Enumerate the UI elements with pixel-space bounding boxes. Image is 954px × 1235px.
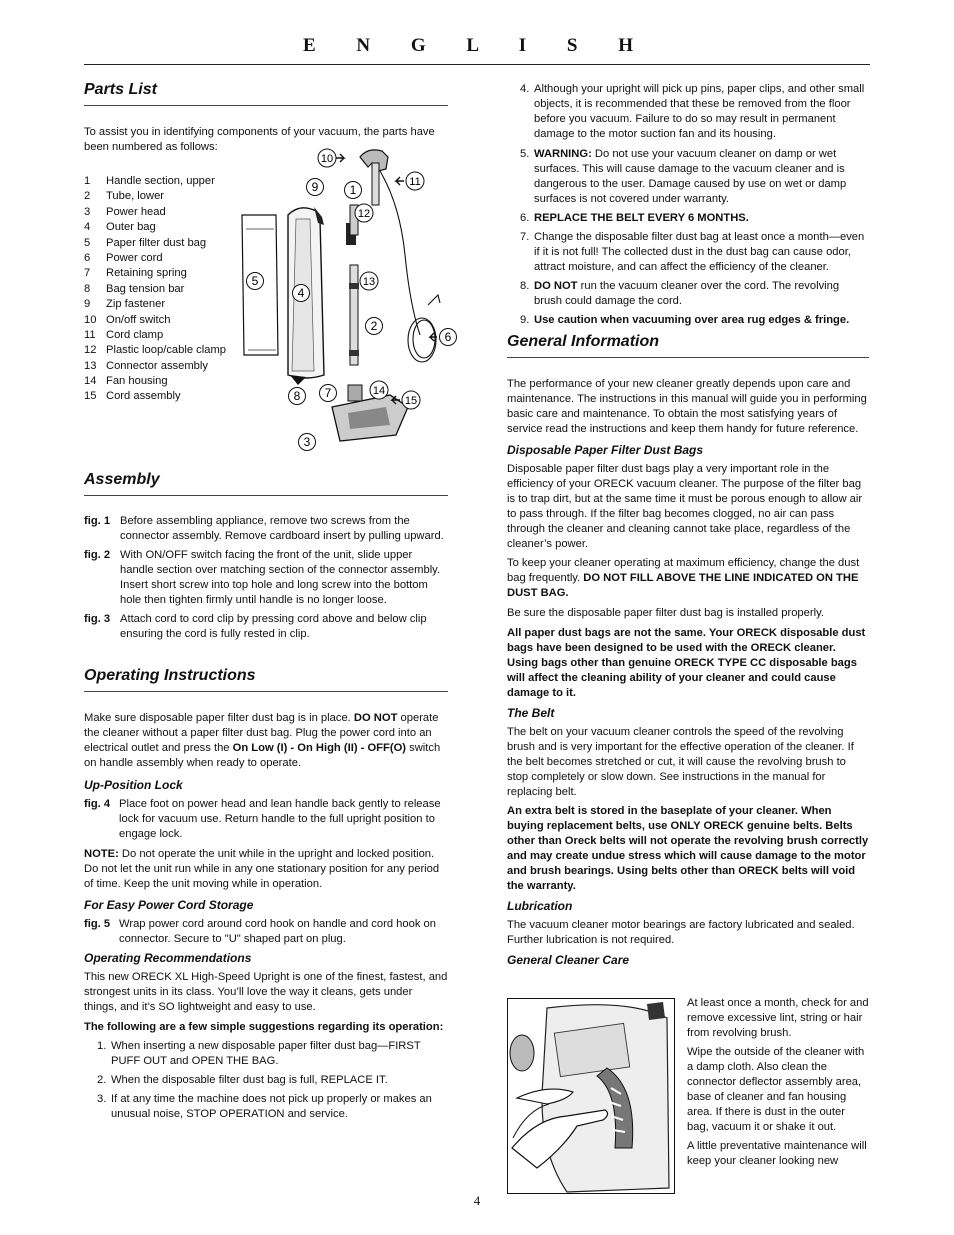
parts-list-item (84, 205, 244, 220)
part-number: 7 (84, 267, 91, 280)
power-cord-drawing (380, 171, 440, 362)
parts-list-item (84, 313, 244, 328)
fig-label: fig. 2 (84, 549, 111, 561)
parts-list (84, 174, 244, 405)
dust-bags-p1: Disposable paper filter dust bags play a very important role in the efficiency of your ORECK vacuum cleaner. The purpose of the filter bag is to trap dirt, but at the same time it must be porous enough to allow air to pass through. If the filter bag becomes clogged, no air can pass through the cleaner and cleaning cannot take place, regardless of the cleaner’s power. (507, 463, 863, 550)
belt-heading: The Belt (507, 706, 555, 720)
parts-list-item (84, 251, 244, 266)
lubrication-p: The vacuum cleaner motor bearings are factory lubricated and sealed. Further lubrication is not required. (507, 919, 855, 946)
recommendations-intro: This new ORECK XL High-Speed Upright is one of the finest, fastest, and strongest units in its class. You’ll love the way it cleans, gets under things, and it’s SO lightweight and easy to use. (84, 971, 448, 1013)
callout-number: 12 (357, 208, 371, 220)
fig-5: fig. 5 Wrap power cord around cord hook on handle and cord hook on connector. Secure to "U" shaped part on plug. (84, 918, 436, 945)
assembly-section (84, 470, 448, 646)
callout-number: 5 (251, 274, 259, 288)
right-column (507, 82, 869, 328)
part-label: Paper filter dust bag (106, 236, 207, 249)
list-item-7: 7. Change the disposable filter dust bag at least once a month—even if it is not full! The collected dust in the dust bag can cause odor, attract moisture, and can affect the efficiency of the cleaner. (520, 231, 865, 273)
left-column (84, 80, 448, 155)
callout-7 (320, 385, 337, 402)
assembly-fig-list (84, 514, 448, 642)
operating-note: NOTE: Do not operate the unit while in the upright and locked position. Do not let the unit run while in any one stationary position for any period of time. Keep the unit moving while in operation. (84, 848, 440, 890)
parts-list-item (84, 220, 244, 235)
item-text: If at any time the machine does not pick up properly or makes an unusual noise, STOP OPERATION and service. (111, 1093, 432, 1120)
recommendation-item (84, 1073, 448, 1088)
part-number: 8 (84, 282, 91, 295)
parts-list-item (84, 389, 244, 404)
recommendation-item (84, 1039, 448, 1069)
part-label: Handle section, upper (106, 175, 215, 187)
assembly-fig-1 (84, 514, 448, 544)
parts-list-item (84, 189, 244, 204)
item-text: When inserting a new disposable paper filter dust bag—FIRST PUFF OUT and OPEN THE BAG. (111, 1040, 421, 1067)
part-label: Tube, lower (106, 190, 165, 203)
care-p1: At least once a month, check for and remove excessive lint, string or hair from revolving brush. (687, 997, 869, 1039)
part-number: 3 (84, 205, 91, 218)
general-care-heading: General Cleaner Care (507, 953, 630, 967)
callout-5 (247, 273, 264, 290)
general-intro: The performance of your new cleaner greatly depends upon care and maintenance. The instructions in this manual will guide you in performing basic care and maintenance. To obtain the most satisfying years of service read the instructions and keep them handy for future reference. (507, 378, 867, 435)
callout-1 (345, 182, 362, 199)
part-number: 4 (84, 221, 91, 234)
dust-bags-p4: All paper dust bags are not the same. Your ORECK disposable dust bags have been designed to be used with the ORECK cleaner. Using bags other than genuine ORECK TYPE CC disposable bags will affect the cleaning ability of your cleaner and could cause damage to it. (507, 627, 866, 699)
callout-number: 10 (320, 153, 334, 165)
item-number: 3. (97, 1093, 107, 1105)
operating-intro: Make sure disposable paper filter dust bag is in place. DO NOT operate the cleaner without a paper filter dust bag. Plug the power cord into an electrical outlet and press the On Low (I) - On High (II) - OFF(O) switch on handle assembly when ready to operate. (84, 712, 441, 769)
fig-text: With ON/OFF switch facing the front of the unit, slide upper handle section over matching section of the connector assembly. Insert short screw into top hole and long screw into the bottom hole then tighten firmly until handle is no longer loose. (120, 549, 441, 606)
callout-2 (366, 318, 383, 335)
callout-number: 6 (444, 330, 452, 344)
lubrication-heading: Lubrication (507, 899, 573, 913)
callout-3 (299, 434, 316, 451)
parts-list-item (84, 328, 244, 343)
care-text (687, 996, 869, 1169)
general-section (507, 332, 869, 968)
list-item-5: 5. WARNING: Do not use your vacuum cleaner on damp or wet surfaces. This will cause damage to the vacuum cleaner and is dangerous to the user. Damage caused by use on wet or damp surfaces is not covered under warranty. (520, 148, 847, 205)
callout-8 (289, 388, 306, 405)
dust-bags-heading: Disposable Paper Filter Dust Bags (507, 443, 704, 457)
part-number: 12 (84, 344, 97, 357)
operating-recommendations-heading: Operating Recommendations (84, 951, 252, 965)
assembly-fig-3 (84, 612, 448, 642)
callout-4 (293, 285, 310, 302)
fig-label: fig. 3 (84, 613, 111, 625)
belt-p1: The belt on your vacuum cleaner controls the speed of the revolving brush and is very important for the effective operation of the cleaner. If the belt becomes stretched or cut, it will cause the revolving brush to stop completely or slow down. See instructions in the manual for replacing belt. (507, 726, 854, 798)
part-label: Cord clamp (106, 328, 164, 341)
fig-label: fig. 1 (84, 515, 111, 527)
assembly-fig-2 (84, 548, 448, 608)
callout-10 (318, 149, 336, 167)
callout-number: 13 (362, 276, 376, 288)
part-number: 9 (84, 298, 91, 311)
part-label: Power head (106, 205, 166, 218)
parts-list-intro: To assist you in identifying components of your vacuum, the parts have been numbered as follows: (84, 126, 435, 153)
dust-bags-p3: Be sure the disposable paper filter dust bag is installed properly. (507, 607, 824, 619)
care-p2: Wipe the outside of the cleaner with a damp cloth. Also clean the connector deflector assembly area, base of cleaner and fan housing area. If there is dust in the outer bag, vacuum it or shake it out. (687, 1046, 865, 1133)
callout-15 (402, 391, 420, 409)
part-number: 5 (84, 236, 91, 249)
operating-section (84, 666, 448, 1122)
up-position-lock-heading: Up-Position Lock (84, 778, 183, 792)
parts-list-item (84, 297, 244, 312)
parts-list-heading: Parts List (84, 80, 448, 106)
general-information-heading: General Information (507, 332, 869, 358)
item-number: 2. (97, 1074, 107, 1086)
callout-number: 3 (303, 435, 311, 449)
care-p3: A little preventative maintenance will keep your cleaner looking new (687, 1140, 867, 1167)
part-number: 6 (84, 251, 91, 264)
power-head-drawing (332, 385, 408, 441)
callout-number: 11 (409, 176, 421, 188)
power-cord-storage-heading: For Easy Power Cord Storage (84, 898, 254, 912)
callout-number: 1 (349, 183, 357, 197)
parts-list-item (84, 374, 244, 389)
operating-heading: Operating Instructions (84, 666, 448, 692)
parts-list-item (84, 282, 244, 297)
fig-4: fig. 4 Place foot on power head and lean handle back gently to release lock for vacuum use. Return handle to the full upright position to engage lock. (84, 798, 441, 840)
callout-number: 8 (293, 389, 301, 403)
vacuum-parts-diagram (240, 145, 465, 455)
header-rule (84, 64, 870, 65)
parts-list-item (84, 266, 244, 281)
list-item-4: 4. Although your upright will pick up pins, paper clips, and other small objects, it is recommended that these be removed from the floor before you vacuum. Failure to do so may result in permanent damage to the motor suction fan and its housing. (520, 83, 865, 140)
part-label: Retaining spring (106, 267, 187, 280)
part-label: Bag tension bar (106, 282, 185, 295)
callout-number: 7 (324, 386, 332, 400)
list-item-8: 8. DO NOT run the vacuum cleaner over the cord. The revolving brush could damage the cord. (520, 280, 840, 307)
part-number: 14 (84, 375, 97, 388)
item-text: When the disposable filter dust bag is full, REPLACE IT. (111, 1074, 388, 1086)
callout-number: 4 (297, 286, 305, 300)
belt-p2: An extra belt is stored in the baseplate of your cleaner. When buying replacement belts, use ONLY ORECK genuine belts. Belts other than Oreck belts will not operate the revolving brush correctly and may create undue stress which will cause damage to the motor and brush bearings. Using belts other than ORECK belts will void the warranty. (507, 805, 869, 892)
part-number: 15 (84, 390, 97, 403)
list-item-6: 6. REPLACE THE BELT EVERY 6 MONTHS. (520, 212, 749, 224)
part-label: Connector assembly (106, 359, 208, 372)
part-number: 11 (84, 328, 96, 341)
callout-12 (355, 204, 373, 222)
assembly-heading: Assembly (84, 470, 448, 496)
parts-list-item (84, 359, 244, 374)
callout-number: 2 (370, 319, 378, 333)
dust-bags-p2: To keep your cleaner operating at maximum efficiency, change the dust bag frequently. DO NOT FILL ABOVE THE LINE INDICATED ON THE DUST BAG. (507, 557, 860, 599)
callout-13 (360, 272, 378, 290)
parts-list-item (84, 343, 244, 358)
part-number: 2 (84, 190, 91, 203)
fig-text: Attach cord to cord clip by pressing cord above and below clip ensuring the cord is fully rested in clip. (120, 613, 427, 640)
callout-arrow (396, 177, 404, 185)
part-label: On/off switch (106, 313, 171, 326)
part-number: 1 (84, 175, 91, 187)
part-label: Zip fastener (106, 298, 166, 311)
callout-number: 9 (311, 180, 319, 194)
page-language-title: E N G L I S H (302, 35, 652, 56)
item-number: 1. (97, 1040, 107, 1052)
callout-arrow (336, 154, 344, 162)
part-number: 10 (84, 313, 97, 326)
recommendation-item (84, 1092, 448, 1122)
recommendations-list (84, 1039, 448, 1122)
part-label: Outer bag (106, 221, 156, 234)
part-label: Fan housing (106, 375, 168, 388)
fig-text: Before assembling appliance, remove two screws from the connector assembly. Remove cardboard insert by pulling upward. (120, 515, 444, 542)
callout-6 (440, 329, 457, 346)
part-label: Cord assembly (106, 390, 181, 403)
page-number: 4 (473, 1193, 481, 1208)
callout-11 (406, 172, 424, 190)
callout-number: 15 (404, 395, 418, 407)
brush-cleaning-illustration (507, 998, 675, 1194)
callout-14 (370, 381, 388, 399)
part-number: 13 (84, 359, 97, 372)
parts-list-item (84, 236, 244, 251)
parts-list-item (84, 174, 244, 189)
part-label: Plastic loop/cable clamp (106, 344, 227, 357)
list-item-9: 9. Use caution when vacuuming over area rug edges & fringe. (520, 314, 850, 326)
callout-number: 14 (372, 385, 386, 397)
part-label: Power cord (106, 251, 163, 264)
recommendations-bold: The following are a few simple suggestions regarding its operation: (84, 1021, 444, 1033)
callout-9 (307, 179, 324, 196)
